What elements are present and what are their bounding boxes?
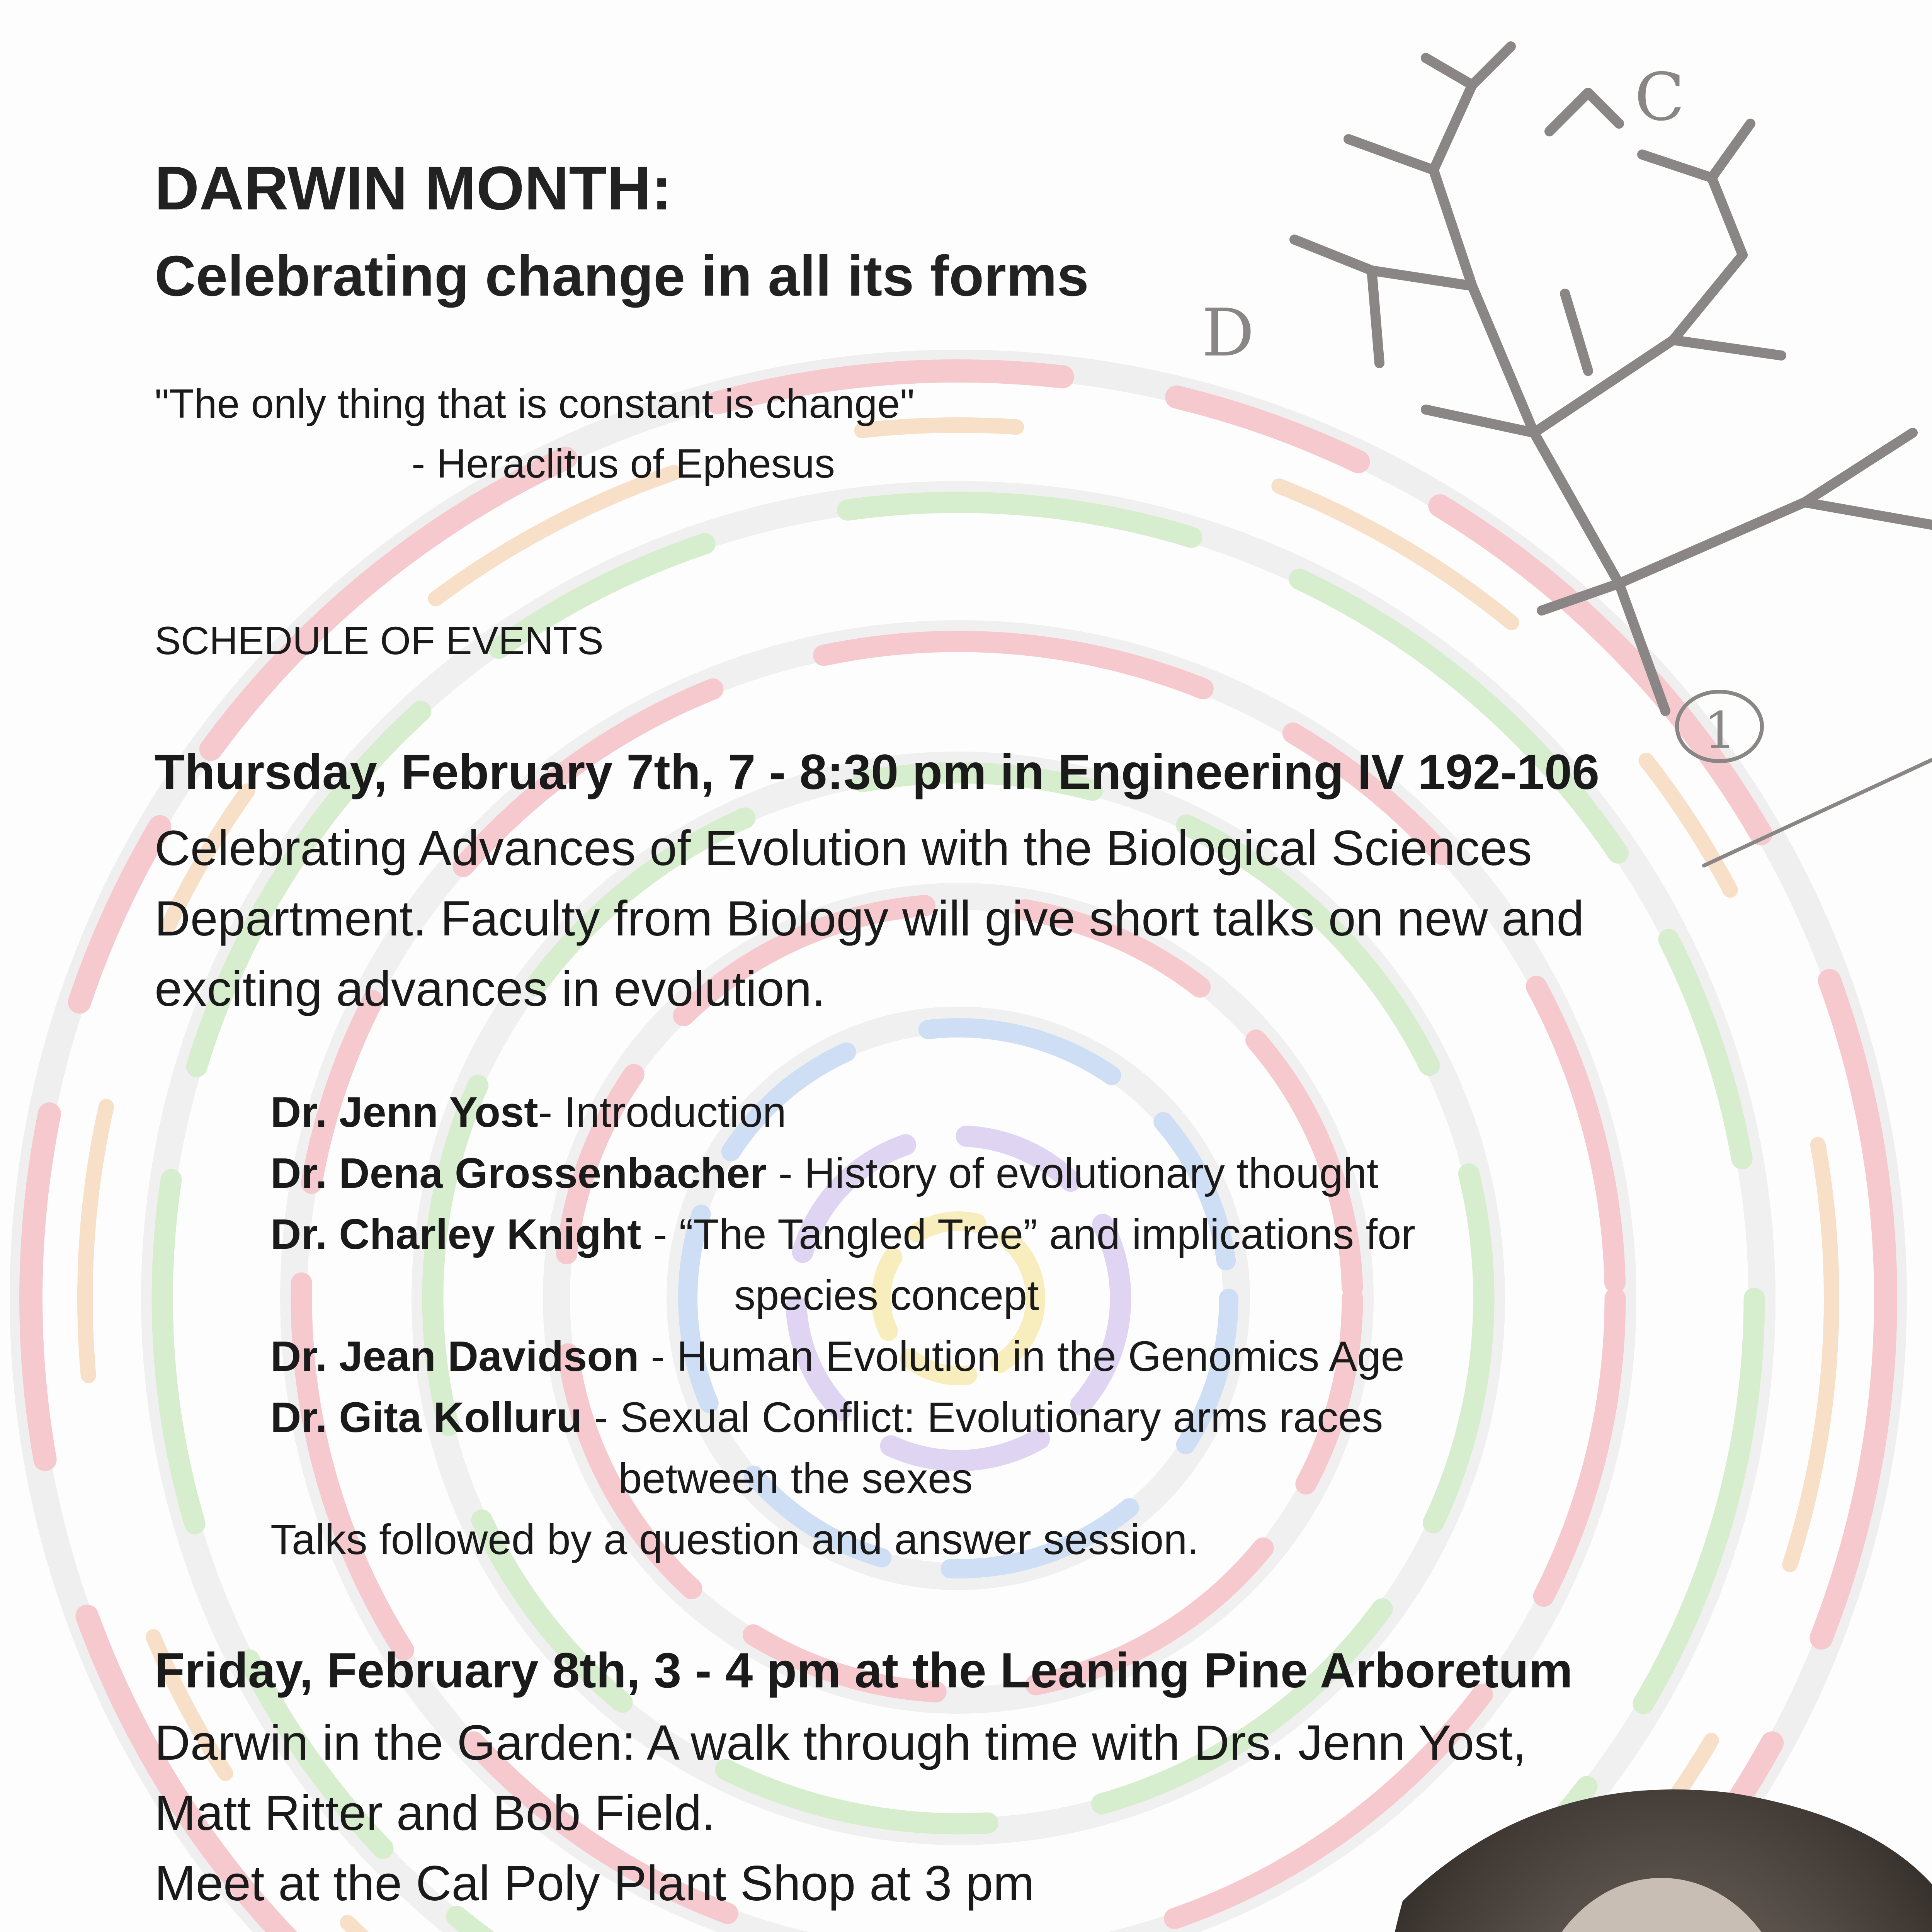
talk-topic: Introduction	[564, 1088, 786, 1136]
talk-topic-continued: species concept	[734, 1272, 1039, 1319]
event2-line: Darwin in the Garden: A walk through time with Drs. Jenn Yost,	[155, 1715, 1527, 1770]
talk-topic-continued: between the sexes	[618, 1455, 973, 1502]
talk-item	[270, 1143, 1584, 1204]
talk-separator: -	[641, 1211, 679, 1258]
schedule-heading: SCHEDULE OF EVENTS	[155, 619, 604, 663]
page-title: DARWIN MONTH:	[155, 153, 672, 223]
talk-separator: -	[538, 1088, 565, 1136]
quote-attribution: - Heraclitus of Ephesus	[412, 441, 835, 486]
talk-speaker: Dr. Jenn Yost	[270, 1088, 538, 1136]
talk-item	[270, 1326, 1584, 1387]
talk-speaker: Dr. Jean Davidson	[270, 1333, 639, 1380]
event2-description	[155, 1708, 1700, 1919]
quote-text: "The only thing that is constant is change"	[155, 381, 915, 427]
talk-speaker: Dr. Charley Knight	[270, 1211, 641, 1258]
talk-separator: -	[582, 1394, 620, 1441]
page-subtitle: Celebrating change in all its forms	[155, 244, 1089, 308]
talk-item	[270, 1387, 1584, 1509]
darwin-tree-sketch	[1179, 23, 1932, 951]
talk-topic: Sexual Conflict: Evolutionary arms races	[620, 1394, 1383, 1441]
sketch-label-d: D	[1202, 295, 1255, 371]
talks-closing-note: Talks followed by a question and answer session.	[270, 1516, 1199, 1563]
talk-speaker: Dr. Gita Kolluru	[270, 1394, 582, 1441]
talk-speaker: Dr. Dena Grossenbacher	[270, 1150, 767, 1197]
talk-topic: History of evolutionary thought	[804, 1150, 1379, 1197]
talk-topic: Human Evolution in the Genomics Age	[677, 1333, 1405, 1380]
talk-item	[270, 1204, 1584, 1326]
talk-separator: -	[766, 1150, 804, 1197]
talk-list	[270, 1082, 1584, 1570]
sketch-label-1: 1	[1704, 701, 1736, 760]
sketch-label-c: C	[1634, 59, 1685, 136]
event1-heading: Thursday, February 7th, 7 - 8:30 pm in Engineering IV 192-106	[155, 745, 1600, 800]
event2-line: Matt Ritter and Bob Field.	[155, 1786, 716, 1841]
event2-line: Meet at the Cal Poly Plant Shop at 3 pm	[155, 1856, 1034, 1911]
talk-item	[270, 1082, 1584, 1143]
event2-heading: Friday, February 8th, 3 - 4 pm at the Leaning Pine Arboretum	[155, 1643, 1573, 1698]
talk-topic: “The Tangled Tree” and implications for	[679, 1211, 1415, 1258]
event1-description: Celebrating Advances of Evolution with the Biological Sciences Department. Faculty from Biology will give short talks on new and exciting advances in evolution.	[155, 821, 1584, 1017]
talk-separator: -	[639, 1333, 677, 1380]
